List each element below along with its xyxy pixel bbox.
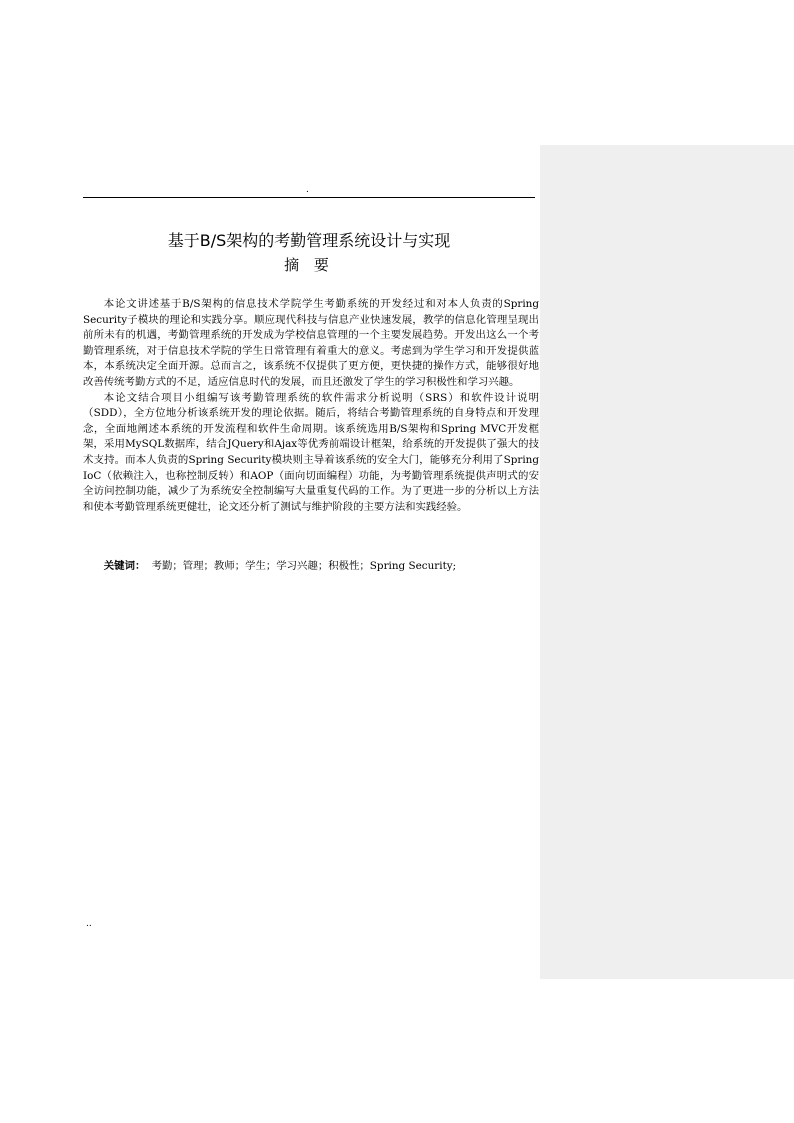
keywords-line [83, 559, 539, 575]
comment-pane [540, 145, 794, 979]
abstract-paragraph-1: 本论文讲述基于B/S架构的信息技术学院学生考勤系统的开发经过和对本人负责的Spring Security子模块的理论和实践分享。顺应现代科技与信息产业快速发展，教学的信息化管理呈现出前所未有的机遇，考勤管理系统的开发成为学校信息管理的一个主要发展趋势。开发出这么一个考勤管理系统，对于信息技术学院的学生日常管理有着重大的意义。考虑到为学生学习和开发提供蓝本，本系统决定全面开源。总而言之，该系统不仅提供了更方便，更快捷的操作方式，能够很好地改善传统考勤方式的不足，适应信息时代的发展，而且还激发了学生的学习积极性和学习兴趣。 [83, 298, 539, 388]
header-mark: . [306, 185, 309, 195]
abstract-body [83, 297, 539, 515]
keywords-text: 考勤；管理；教师；学生；学习兴趣；积极性；Spring Security; [151, 560, 457, 572]
header-rule [83, 197, 535, 198]
abstract-heading: 摘 要 [284, 256, 334, 274]
keywords-label: 关键词： [103, 560, 146, 572]
abstract-paragraph-2: 本论文结合项目小组编写该考勤管理系统的软件需求分析说明（SRS）和软件设计说明（SDD），全方位地分析该系统开发的理论依据。随后，将结合考勤管理系统的自身特点和开发理念，全面地阐述本系统的开发流程和软件生命周期。该系统选用B/S架构和Spring MVC开发框架，采用MySQL数据库，结合JQuery和Ajax等优秀前端设计框架，给系统的开发提供了强大的技术支持。而本人负责的Spring Security模块则主导着该系统的安全大门，能够充分利用了Spring IoC（依赖注入，也称控制反转）和AOP（面向切面编程）功能，为考勤管理系统提供声明式的安全访问控制功能，减少了为系统安全控制编写大量重复代码的工作。为了更进一步的分析以上方法和使本考勤管理系统更健壮，论文还分析了测试与维护阶段的主要方法和实践经验。 [83, 391, 539, 513]
document-title: 基于B/S架构的考勤管理系统设计与实现 [167, 231, 451, 250]
footer-mark: .. [86, 919, 92, 929]
